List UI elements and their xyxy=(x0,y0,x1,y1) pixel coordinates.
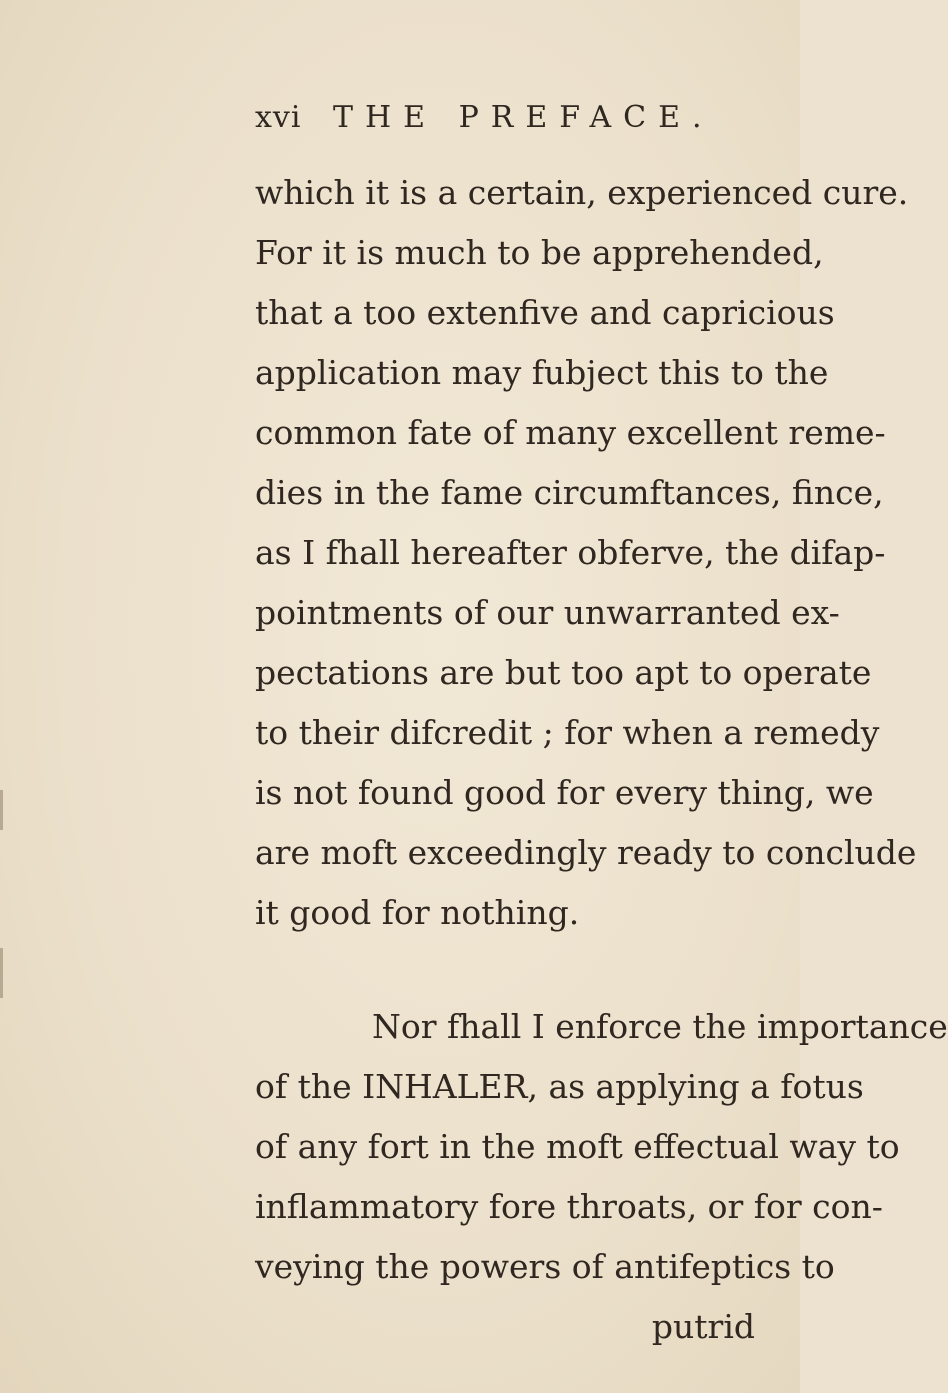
text-line: For it is much to be apprehended, xyxy=(255,233,824,272)
text-line: are moft exceedingly ready to conclude xyxy=(255,833,917,872)
catchword: putrid xyxy=(651,1307,755,1346)
page-number: xvi xyxy=(255,100,302,135)
page-edge-mark xyxy=(0,790,3,830)
text-line: is not found good for every thing, we xyxy=(255,773,874,812)
body-text xyxy=(255,163,948,1357)
text-line: to their difcredit ; for when a remedy xyxy=(255,713,880,752)
text-line: of the INHALER, as applying a fotus xyxy=(255,1067,864,1106)
text-line: common fate of many excellent reme- xyxy=(255,413,886,452)
running-head-title: THE PREFACE. xyxy=(333,100,714,135)
text-line: as I fhall hereafter obferve, the difap- xyxy=(255,533,886,572)
text-line: that a too extenfive and capricious xyxy=(255,293,835,332)
text-line: pectations are but too apt to operate xyxy=(255,653,872,692)
text-line: dies in the fame circumftances, fince, xyxy=(255,473,884,512)
page-edge-mark xyxy=(0,948,3,998)
text-line: of any fort in the moft effectual way to xyxy=(255,1127,900,1166)
text-line: application may fubject this to the xyxy=(255,353,829,392)
paragraph-break xyxy=(255,943,755,997)
text-line: pointments of our unwarranted ex- xyxy=(255,593,840,632)
text-line: veying the powers of antifeptics to xyxy=(255,1247,835,1286)
text-line: inflammatory fore throats, or for con- xyxy=(255,1187,883,1226)
running-head xyxy=(255,100,714,148)
text-line: Nor fhall I enforce the importance xyxy=(372,1007,948,1046)
text-line: which it is a certain, experienced cure. xyxy=(255,173,909,212)
text-line: it good for nothing. xyxy=(255,893,580,932)
